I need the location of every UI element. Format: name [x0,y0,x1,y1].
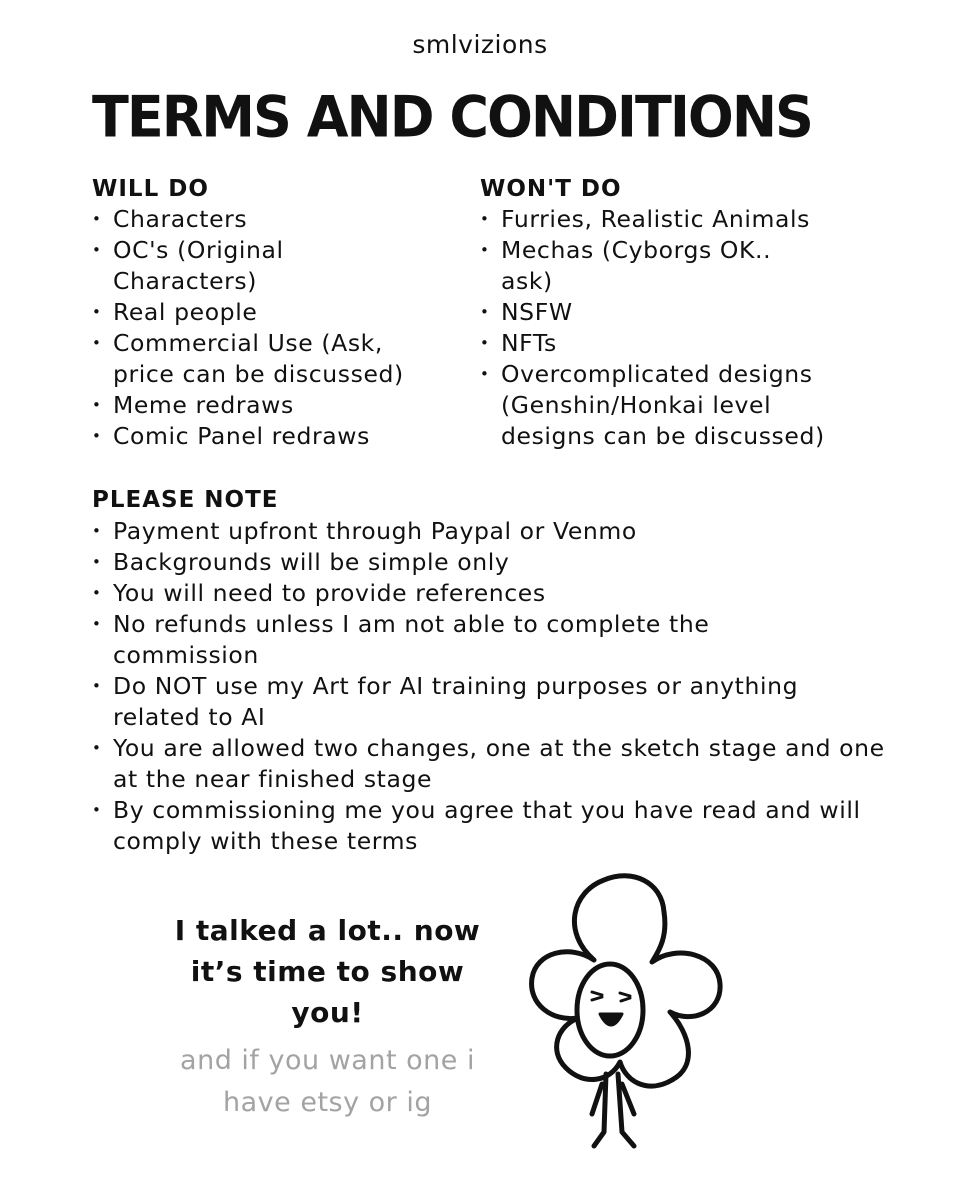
will-do-heading: WILL DO [92,176,209,202]
list-item: • Overcomplicated designs (Genshin/Honkai level designs can be discussed) [480,359,856,452]
list-item: • Payment upfront through Paypal or Venmo [92,516,892,547]
list-item: • Commercial Use (Ask, price can be discussed) [92,328,433,390]
list-item: • Comic Panel redraws [92,421,442,452]
flower-mascot-illustration [522,862,742,1162]
list-item: • Backgrounds will be simple only [92,547,892,578]
list-item: • OC's (Original Characters) [92,235,313,297]
list-item: • You will need to provide references [92,578,892,609]
please-note-list [92,516,892,857]
wont-do-heading: WON'T DO [480,176,622,202]
list-item: • NFTs [480,328,860,359]
callout-text: I talked a lot.. now it’s time to show you! [174,914,481,1029]
list-item: • Characters [92,204,442,235]
page-title: TERMS AND CONDITIONS [92,84,812,151]
please-note-heading: PLEASE NOTE [92,487,279,513]
list-item: • Mechas (Cyborgs OK.. ask) [480,235,811,297]
list-item: • No refunds unless I am not able to complete the commission [92,609,793,671]
list-item: • Meme redraws [92,390,442,421]
etsy-ig-note: and if you want one i have etsy or ig [180,1045,475,1118]
author-name: smlvizions [412,30,548,59]
list-item: • By commissioning me you agree that you have read and will comply with these terms [92,795,883,857]
mascot-arms [592,1084,634,1114]
list-item: • NSFW [480,297,860,328]
list-item: • You are allowed two changes, one at the sketch stage and one at the near finished stage [92,733,903,795]
list-item: • Real people [92,297,442,328]
list-item: • Furries, Realistic Animals [480,204,860,235]
wont-do-list [480,204,860,452]
list-item: • Do NOT use my Art for AI training purposes or anything related to AI [92,671,873,733]
mascot-face [577,964,643,1056]
will-do-list [92,204,442,452]
